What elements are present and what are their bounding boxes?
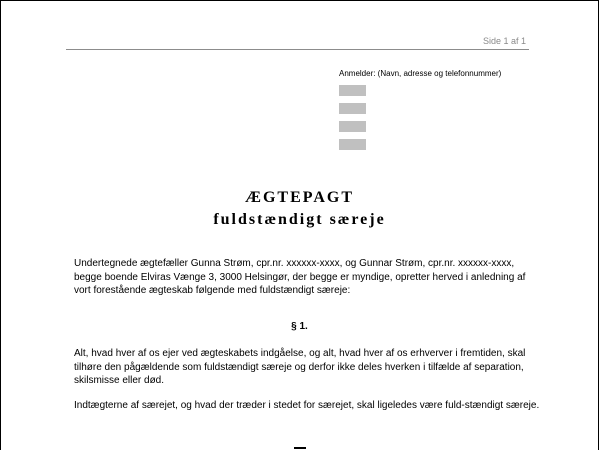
applicant-address-field[interactable] xyxy=(339,103,366,114)
page-number: Side 1 af 1 xyxy=(482,36,526,46)
applicant-phone-field[interactable] xyxy=(339,139,366,150)
header-divider xyxy=(66,49,529,50)
document-title: ÆGTEPAGT xyxy=(244,189,355,206)
intro-paragraph: Undertegnede ægtefæller Gunna Strøm, cpr.nr. xxxxxx-xxxx, og Gunnar Strøm, cpr.nr. xxxxxx-xxxx, begge boende Elviras Vænge 3, 3000 Helsingør, der begge er myndige, opretter herved i anledning af vort forestående ægteskab følgende med fuldstændigt særeje: xyxy=(74,258,526,296)
applicant-city-field[interactable] xyxy=(339,121,366,132)
section-1-paragraph-2: Indtægterne af særejet, og hvad der træder i stedet for særejet, skal ligeledes være fuld-stændigt særeje. xyxy=(74,400,540,411)
applicant-name-field[interactable] xyxy=(339,85,366,96)
applicant-label: Anmelder: (Navn, adresse og telefonnummer) xyxy=(339,69,502,78)
section-1-heading: § 1. xyxy=(291,321,308,332)
section-1-paragraph-1: Alt, hvad hver af os ejer ved ægteskabets indgåelse, og alt, hvad hver af os erhverver i fremtiden, skal tilhøre den pågældende som fuldstændigt særeje og derfor ikke deles hverken i tilfælde af separation, skilsmisse eller død. xyxy=(74,348,526,386)
document-subtitle: fuldstændigt særeje xyxy=(213,211,386,228)
